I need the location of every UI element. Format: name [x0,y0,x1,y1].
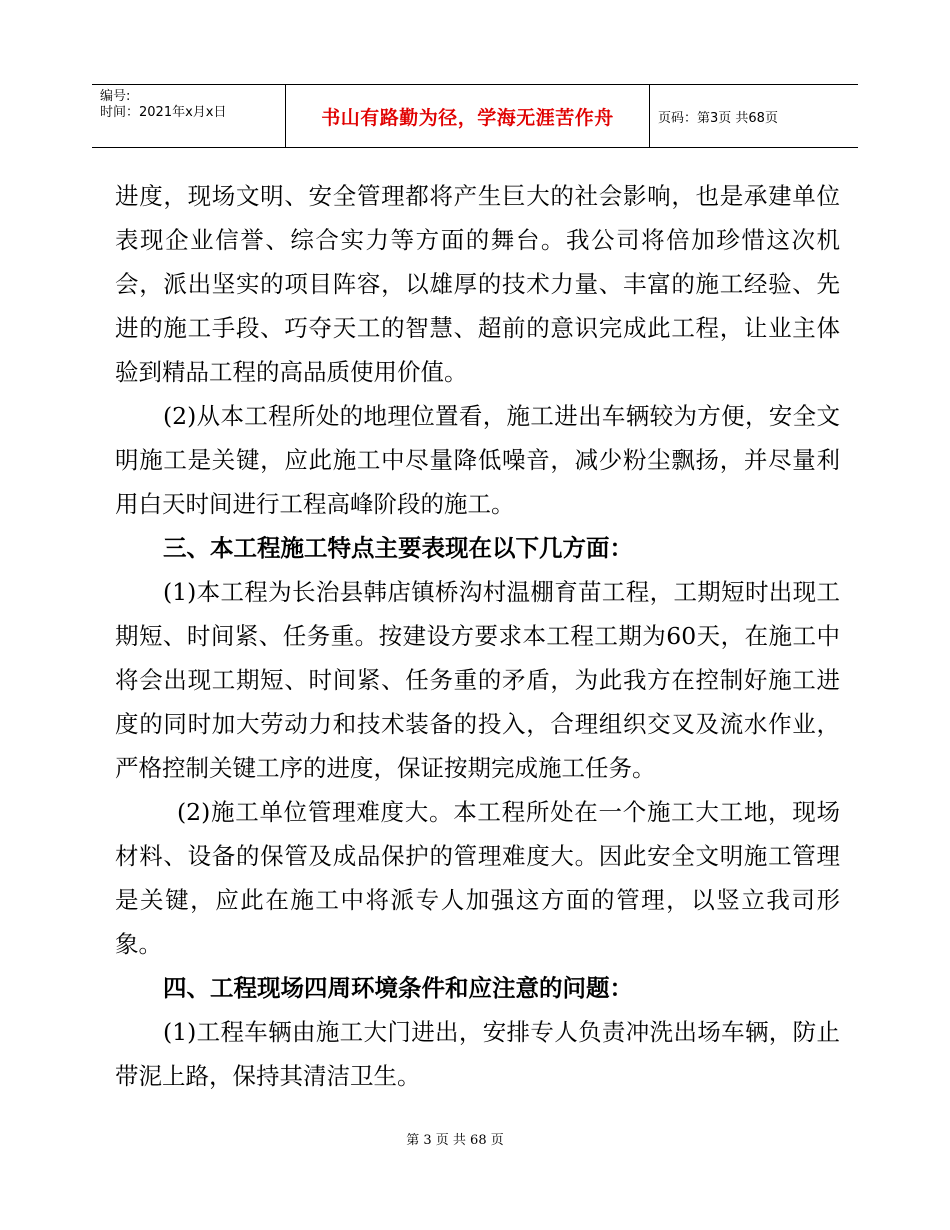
page-footer: 第 3 页 共 68 页 [406,1133,504,1148]
paragraph-2: (2)从本工程所处的地理位置看，施工进出车辆较为方便，安全文明施工是关键，应此施工中尽量降低噪音，减少粉尘飘扬，并尽量利用白天时间进行工程高峰阶段的施工。 [115,402,840,518]
paragraph-5: (1)工程车辆由施工大门进出，安排专人负责冲洗出场车辆，防止带泥上路，保持其清洁卫生。 [115,1018,840,1090]
section-heading-4: 四、工程现场四周环境条件和应注意的问题： [163,974,633,1002]
paragraph-3: (1)本工程为长治县韩店镇桥沟村温棚育苗工程，工期短时出现工期短、时间紧、任务重。按建设方要求本工程工期为60天，在施工中将会出现工期短、时间紧、任务重的矛盾，为此我方在控制好施工进度的同时加大劳动力和技术装备的投入，合理组织交叉及流水作业，严格控制关键工序的进度，保证按期完成施工任务。 [115,578,840,782]
paragraph-1: 进度，现场文明、安全管理都将产生巨大的社会影响，也是承建单位表现企业信誉、综合实力等方面的舞台。我公司将倍加珍惜这次机会，派出坚实的项目阵容，以雄厚的技术力量、丰富的施工经验、先进的施工手段、巧夺天工的智慧、超前的意识完成此工程，让业主体验到精品工程的高品质使用价值。 [115,182,840,386]
page-header [92,84,858,148]
motto-text: 书山有路勤为径，学海无涯苦作舟 [321,106,614,129]
header-page-info [650,85,858,147]
time-label: 时间：2021年x月x日 [100,105,227,120]
number-label: 编号: [100,89,131,104]
header-meta [92,85,286,147]
header-motto-cell [286,85,650,147]
document-body [115,174,840,1098]
paragraph-4: (2)施工单位管理难度大。本工程所处在一个施工大工地，现场材料、设备的保管及成品保护的管理难度大。因此安全文明施工管理是关键，应此在施工中将派专人加强这方面的管理，以竖立我司形象。 [115,798,840,958]
page-info-text: 页码：第3页 共68页 [658,110,778,126]
section-heading-3: 三、本工程施工特点主要表现在以下几方面： [163,534,633,562]
